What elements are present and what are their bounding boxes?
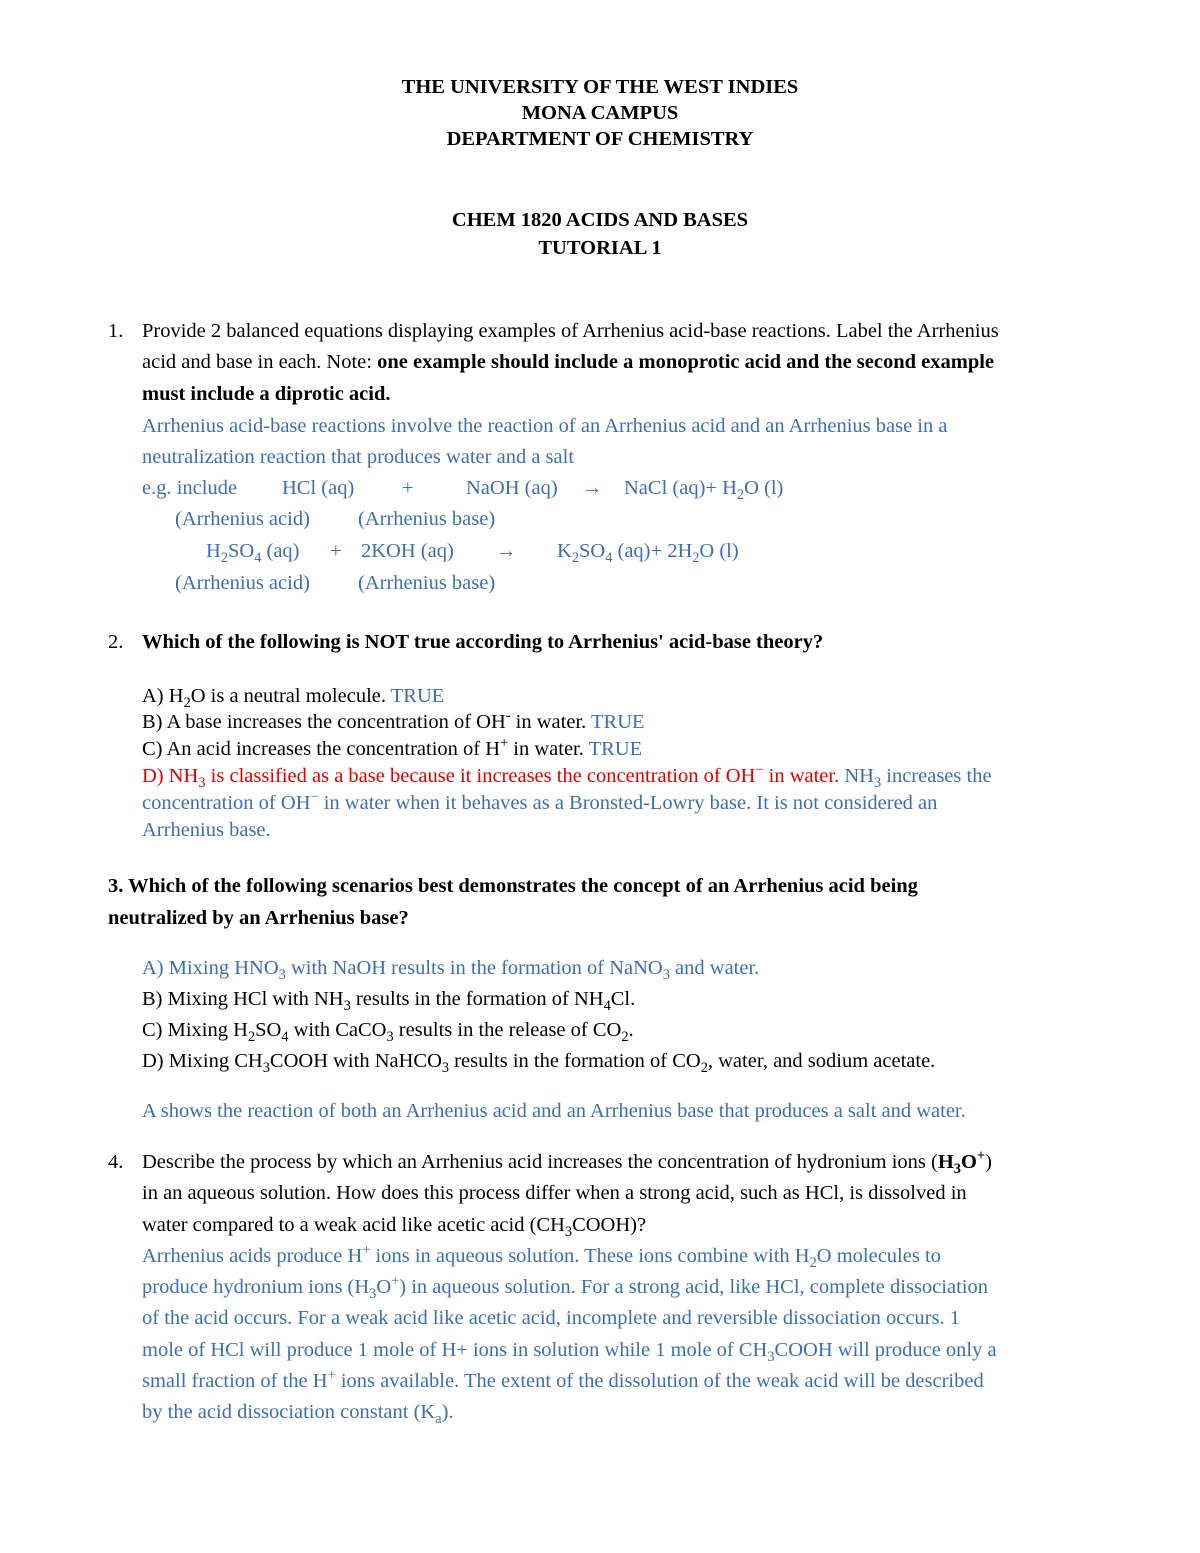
q2-option-d-explanation-1: concentration of OH− in water when it behaves as a Bronsted-Lowry base. It is not considered an <box>142 789 938 814</box>
q4-answer-line-3: of the acid occurs. For a weak acid like acetic acid, incomplete and reversible dissociation occurs. 1 <box>142 1307 960 1329</box>
q4-answer-line-1: Arrhenius acids produce H+ ions in aqueous solution. These ions combine with $H_2O$ molecules to <box>142 1242 941 1272</box>
q1-prompt-line-2: acid and base in each. Note: one example should include a monoprotic acid and the second example <box>142 351 995 373</box>
department-title: DEPARTMENT OF CHEMISTRY <box>446 128 754 150</box>
q4-answer-line-5: small fraction of the H+ ions available. The extent of the dissolution of the weak acid will be described <box>142 1367 984 1392</box>
q1-eq2-arrow: → <box>496 540 517 562</box>
q3-option-c: C) Mixing $H_2SO_4$ with CaCO$_3$ results in the release of $CO_2$. <box>142 1019 634 1046</box>
q3-prompt-line-2: neutralized by an Arrhenius base? <box>108 907 409 929</box>
q4-answer-line-2: produce hydronium ions $(H_3O^+)$ in aqueous solution. For a strong acid, like HCl, complete dissociation <box>142 1273 988 1303</box>
q4-answer-line-6: by the acid dissociation constant $(K_a)$. <box>142 1401 454 1428</box>
q1-eq1-arrow: → <box>582 477 603 499</box>
tutorial-title: TUTORIAL 1 <box>538 237 662 259</box>
q2-prompt: Which of the following is NOT true according to Arrhenius' acid-base theory? <box>142 631 824 653</box>
q3-option-d: D) Mixing $CH_3COOH$ with NaHCO$_3$ results in the formation of $CO_2$, water, and sodium acetate. <box>142 1050 936 1077</box>
q2-option-a: A) $H_2O$ is a neutral molecule. TRUE <box>142 685 445 712</box>
q1-prompt-line-3: must include a diprotic acid. <box>142 383 391 405</box>
q2-option-b: B) A base increases the concentration of OH- in water. TRUE <box>142 708 645 733</box>
q1-eq1-base-label: (Arrhenius base) <box>358 508 496 530</box>
q3-answer: A shows the reaction of both an Arrhenius acid and an Arrhenius base that produces a salt and water. <box>142 1100 966 1122</box>
q3-option-b: B) Mixing HCl with $NH_3$ results in the formation of $NH_4Cl$. <box>142 988 636 1015</box>
q1-answer-line-1: Arrhenius acid-base reactions involve the reaction of an Arrhenius acid and an Arrhenius base in a <box>142 415 948 437</box>
q4-prompt-line-2: in an aqueous solution. How does this process differ when a strong acid, such as HCl, is dissolved in <box>142 1182 967 1204</box>
q2-number: 2. <box>108 631 124 653</box>
q3-option-a: A) Mixing $HNO_3$ with NaOH results in the formation of NaNO$_3$ and water. <box>142 957 760 984</box>
q1-eq2-acid-label: (Arrhenius acid) <box>175 572 310 594</box>
campus-title: MONA CAMPUS <box>521 102 679 124</box>
q1-eq1-products: NaCl $(aq)+ H_2O$ (l) <box>624 477 784 504</box>
q1-eq2-plus: + <box>330 540 342 562</box>
university-title: THE UNIVERSITY OF THE WEST INDIES <box>401 76 799 98</box>
q1-eq2-acid: $H_2SO_4$ (aq) <box>206 540 300 567</box>
q1-eq1-base: NaOH (aq) <box>466 477 558 499</box>
q4-answer-line-4: mole of HCl will produce 1 mole of H+ ions in solution while 1 mole of $CH_3COOH$ will produce only a <box>142 1339 997 1366</box>
q1-answer-line-2: neutralization reaction that produces water and a salt <box>142 446 575 468</box>
q1-eq1-plus: + <box>402 477 414 499</box>
q2-option-d: D) $NH_3$ is classified as a base because it increases the concentration of OH− in water. $NH_3$ increases the <box>142 762 992 792</box>
q4-number: 4. <box>108 1151 124 1173</box>
q1-prompt-line-1: Provide 2 balanced equations displaying examples of Arrhenius acid-base reactions. Label the Arrhenius <box>142 320 999 342</box>
q1-eq2-base-label: (Arrhenius base) <box>358 572 496 594</box>
q3-prompt-line-1: 3. Which of the following scenarios best demonstrates the concept of an Arrhenius acid being <box>108 875 918 897</box>
q1-eq2-base: 2KOH (aq) <box>361 540 454 562</box>
course-title: CHEM 1820 ACIDS AND BASES <box>451 209 749 231</box>
q1-eq2-products: $K_2SO_4$ $(aq)+ 2H_2O$ (l) <box>557 540 739 567</box>
q2-option-c: C) An acid increases the concentration of H+ in water. TRUE <box>142 735 643 760</box>
q2-option-d-explanation-2: Arrhenius base. <box>142 819 271 841</box>
q1-eg-label: e.g. include <box>142 477 238 499</box>
q1-eq1-acid-label: (Arrhenius acid) <box>175 508 310 530</box>
q1-eq1-acid: HCl (aq) <box>282 477 355 499</box>
q1-number: 1. <box>108 320 124 342</box>
q4-prompt-line-1: Describe the process by which an Arrhenius acid increases the concentration of hydronium ions $(H_3O^+)$ <box>142 1148 992 1178</box>
q4-prompt-line-3: water compared to a weak acid like acetic acid $(CH_3COOH)$? <box>142 1214 647 1241</box>
